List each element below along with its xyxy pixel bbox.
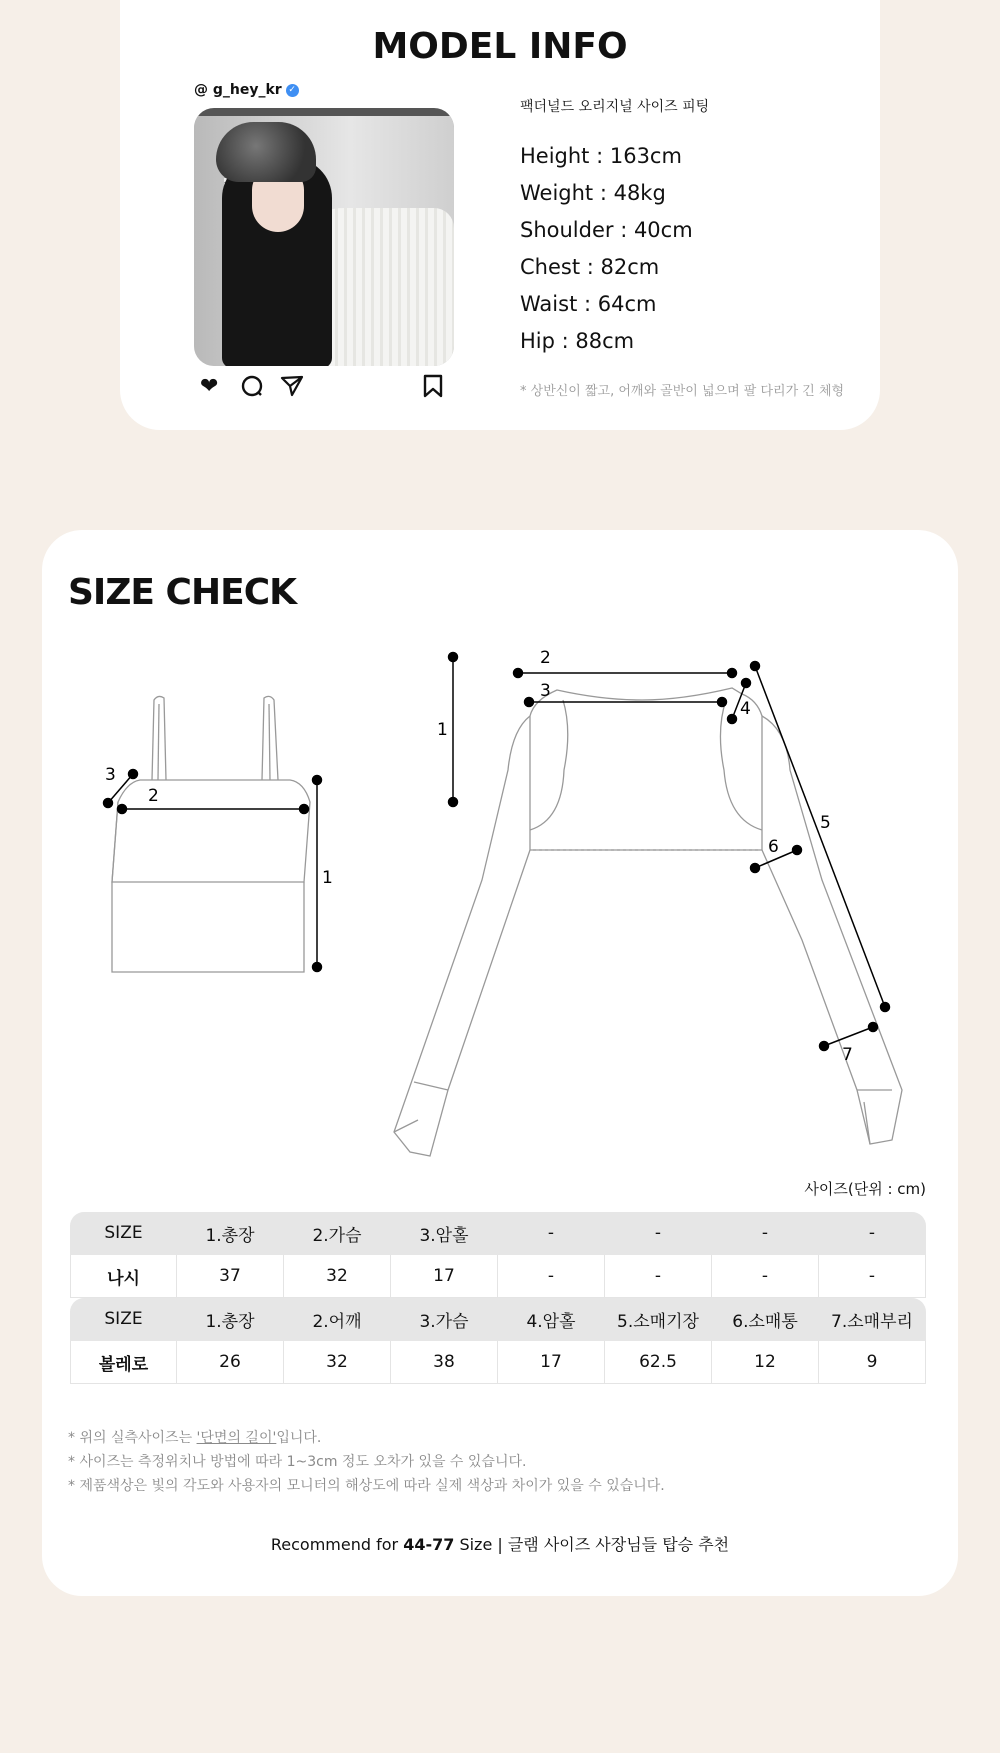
size-check-card [42,530,958,1596]
table-header-row [70,1298,926,1341]
table-cell: 9 [819,1341,926,1384]
table-cell: 나시 [70,1255,177,1298]
tank-label-2: 2 [148,786,159,806]
stat-chest: Chest : 82cm [520,255,660,279]
table-header-cell: SIZE [70,1298,177,1341]
table-header-cell: - [712,1212,819,1255]
table-header-row [70,1212,926,1255]
table-header-cell: 1.총장 [177,1212,284,1255]
table-header-cell: 6.소매통 [712,1298,819,1341]
model-stats [520,138,693,360]
table-header-cell: 5.소매기장 [605,1298,712,1341]
model-info-title: MODEL INFO [372,26,628,67]
heart-icon[interactable]: ❤ [200,374,219,399]
table-cell: 12 [712,1341,819,1384]
table-header-cell: 2.가슴 [284,1212,391,1255]
bolero-label-3: 3 [540,681,551,701]
table-cell: 32 [284,1255,391,1298]
table-cell: - [819,1255,926,1298]
comment-icon[interactable] [240,374,264,405]
table-header-cell: 2.어깨 [284,1298,391,1341]
bolero-label-1: 1 [437,720,448,740]
note-line-3: * 제품색상은 빛의 각도와 사용자의 모니터의 해상도에 따라 실제 색상과 차이가 있을 수 있습니다. [68,1478,665,1494]
stat-weight: Weight : 48kg [520,181,666,205]
stat-waist: Waist : 64cm [520,292,657,316]
verified-badge-icon: ✓ [286,84,299,97]
table-cell: 17 [391,1255,498,1298]
table-row [70,1341,926,1384]
bolero-label-7: 7 [842,1045,853,1065]
stat-hip: Hip : 88cm [520,329,635,353]
tank-measure-lines [104,770,322,972]
body-type-note: * 상반신이 짧고, 어깨와 골반이 넓으며 팔 다리가 긴 체형 [520,384,845,399]
garment-diagram [42,620,958,1180]
size-notes [68,1426,665,1498]
instagram-action-bar [200,374,450,402]
table-header-cell: 3.가슴 [391,1298,498,1341]
tank-label-1: 1 [322,868,333,888]
table-cell: 32 [284,1341,391,1384]
bolero-label-2: 2 [540,648,551,668]
model-photo [194,108,454,366]
instagram-handle[interactable]: @ g_hey_kr ✓ [194,82,299,98]
table-header-cell: 7.소매부리 [819,1298,926,1341]
bolero-diagram [394,688,902,1156]
bookmark-icon[interactable] [422,374,444,405]
bolero-measure-lines [449,653,890,1051]
bolero-labels [437,648,853,1065]
size-recommendation: Recommend for 44-77 Size | 글램 사이즈 사장님들 탑승 추천 [270,1535,730,1554]
size-table-nashi [70,1212,926,1298]
table-cell: 38 [391,1341,498,1384]
table-header-cell: - [498,1212,605,1255]
table-cell: - [605,1255,712,1298]
table-cell: 37 [177,1255,284,1298]
table-cell: 26 [177,1341,284,1384]
size-check-title: SIZE CHECK [68,572,297,613]
table-cell: 볼레로 [70,1341,177,1384]
bolero-label-4: 4 [740,699,751,719]
bolero-label-6: 6 [768,837,779,857]
send-icon[interactable] [280,374,304,405]
model-info-card [120,0,880,430]
fitting-title: 팩더널드 오리지널 사이즈 피팅 [520,99,710,115]
note-line-1: * 위의 실측사이즈는 '단면의 길이'입니다. [68,1430,322,1446]
table-header-cell: - [605,1212,712,1255]
table-header-cell: 4.암홀 [498,1298,605,1341]
bolero-label-5: 5 [820,813,831,833]
note-line-2: * 사이즈는 측정위치나 방법에 따라 1~3cm 정도 오차가 있을 수 있습니다. [68,1454,527,1470]
tank-diagram [112,696,310,972]
table-header-cell: SIZE [70,1212,177,1255]
table-header-cell: 3.암홀 [391,1212,498,1255]
size-table-bolero [70,1298,926,1384]
table-cell: 17 [498,1341,605,1384]
stat-height: Height : 163cm [520,144,682,168]
stat-shoulder: Shoulder : 40cm [520,218,693,242]
table-cell: - [712,1255,819,1298]
table-cell: - [498,1255,605,1298]
table-row [70,1255,926,1298]
table-cell: 62.5 [605,1341,712,1384]
unit-label: 사이즈(단위 : cm) [804,1180,926,1198]
table-header-cell: - [819,1212,926,1255]
tank-label-3: 3 [105,765,116,785]
table-header-cell: 1.총장 [177,1298,284,1341]
